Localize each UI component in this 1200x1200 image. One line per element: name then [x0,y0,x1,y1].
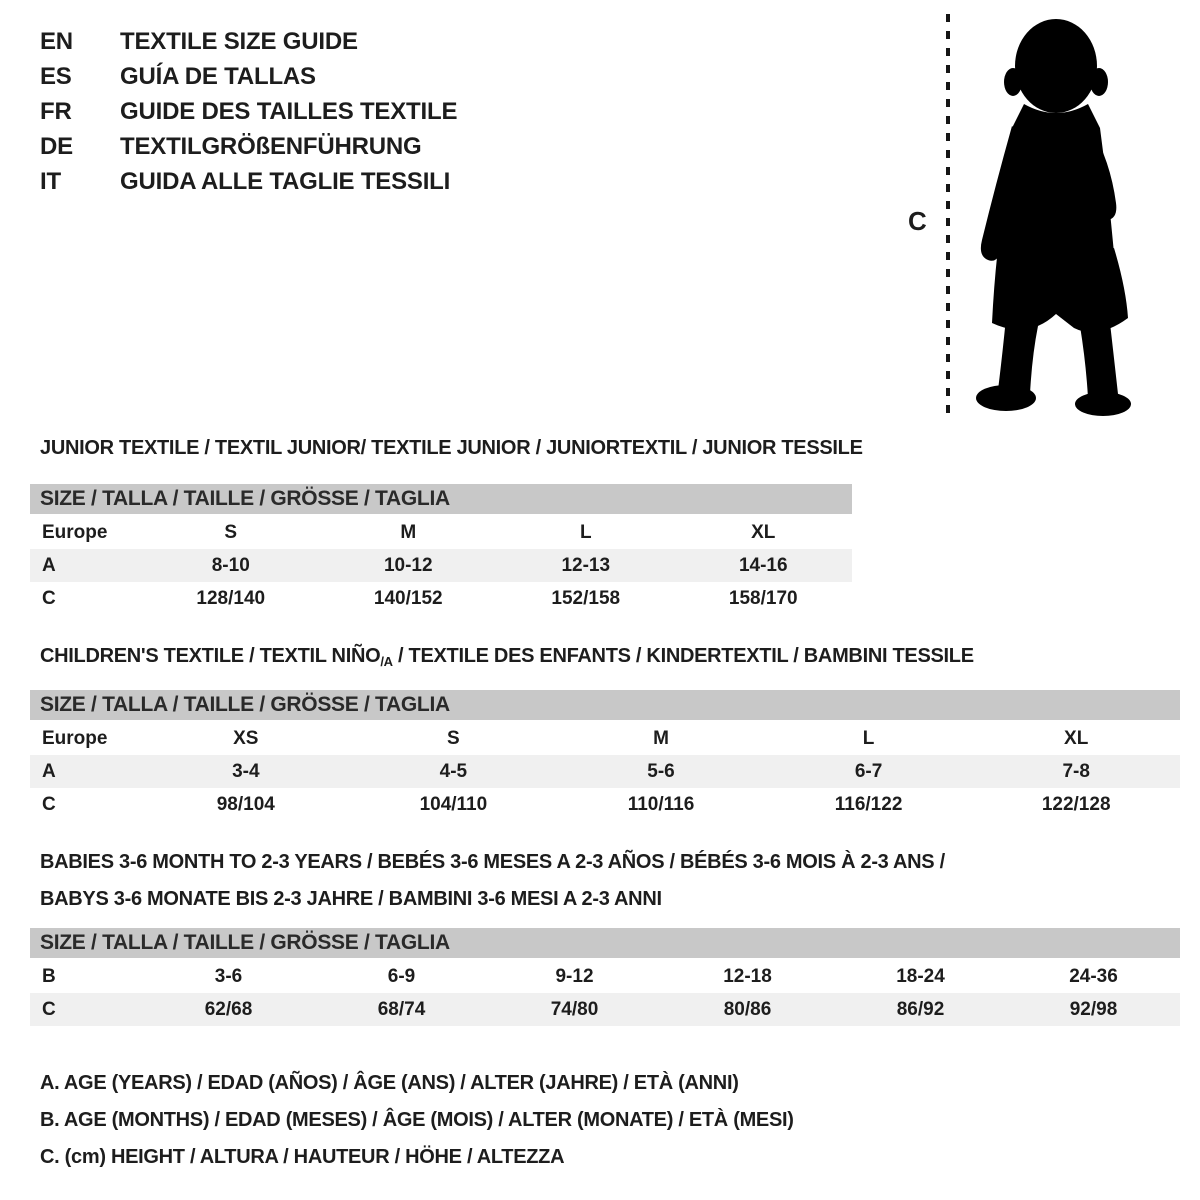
table-cell: L [579,521,592,543]
junior-size-table [30,484,852,615]
legend-line-age-years: A. AGE (YEARS) / EDAD (AÑOS) / ÂGE (ANS) / ALTER (JAHRE) / ETÀ (ANNI) [40,1072,739,1094]
lang-row-es [40,59,457,94]
lang-label: GUIDA ALLE TAGLIE TESSILI [120,167,451,195]
toddler-silhouette-icon [968,18,1138,418]
row-label: C [42,998,56,1020]
table-cell: 10-12 [383,554,433,576]
language-title-block [40,24,457,199]
table-cell: L [862,727,875,749]
lang-label: TEXTILGRÖßENFÜHRUNG [120,132,422,160]
lang-code: DE [40,132,73,160]
lang-row-it [40,164,457,199]
row-label: Europe [42,521,108,543]
height-measure-dashed-line [946,14,950,416]
table-row [30,549,852,582]
lang-label: TEXTILE SIZE GUIDE [120,27,358,55]
table-cell: 6-7 [854,760,883,782]
table-cell: 8-10 [211,554,250,576]
table-row [30,722,1180,755]
table-cell: 128/140 [196,587,266,609]
table-cell: 12-13 [561,554,611,576]
table-cell: 5-6 [647,760,675,782]
children-section-title [40,645,974,669]
row-label: A [42,554,56,576]
junior-size-header: SIZE / TALLA / TAILLE / GRÖSSE / TAGLIA [30,484,852,514]
table-cell: 18-24 [896,965,945,987]
babies-size-table [30,928,1180,1026]
lang-code: ES [40,62,72,90]
lang-code: IT [40,167,61,195]
junior-section-title: JUNIOR TEXTILE / TEXTIL JUNIOR/ TEXTILE JUNIOR / JUNIORTEXTIL / JUNIOR TESSILE [40,437,863,459]
row-label: A [42,760,56,782]
table-cell: 86/92 [896,998,945,1020]
row-label: B [42,965,56,987]
table-cell: 68/74 [377,998,426,1020]
table-cell: 122/128 [1041,793,1111,815]
table-row [30,788,1180,821]
table-row [30,516,852,549]
table-cell: 80/86 [723,998,772,1020]
lang-label: GUÍA DE TALLAS [120,62,316,90]
table-cell: 3-4 [232,760,260,782]
row-label: C [42,793,56,815]
legend-line-age-months: B. AGE (MONTHS) / EDAD (MESES) / ÂGE (MOIS) / ALTER (MONATE) / ETÀ (MESI) [40,1109,794,1131]
lang-row-fr [40,94,457,129]
table-cell: 104/110 [419,793,488,815]
table-cell: 74/80 [550,998,599,1020]
lang-row-en [40,24,457,59]
table-cell: 152/158 [551,587,621,609]
row-label: C [42,587,56,609]
table-cell: 92/98 [1069,998,1118,1020]
lang-code: FR [40,97,72,125]
table-cell: 12-18 [723,965,772,987]
lang-label: GUIDE DES TAILLES TEXTILE [120,97,458,125]
children-title-suffix: / TEXTILE DES ENFANTS / KINDERTEXTIL / BAMBINI TESSILE [392,645,974,667]
children-title-subscript: /A [380,654,393,669]
table-cell: S [447,727,460,749]
table-cell: 9-12 [555,965,594,987]
table-cell: M [400,521,417,543]
children-size-header: SIZE / TALLA / TAILLE / GRÖSSE / TAGLIA [30,690,1180,720]
children-title-prefix: CHILDREN'S TEXTILE / TEXTIL NIÑO [40,645,381,667]
table-row [30,993,1180,1026]
table-cell: 110/116 [627,793,695,815]
table-cell: 3-6 [214,965,243,987]
babies-section-title-line2: BABYS 3-6 MONATE BIS 2-3 JAHRE / BAMBINI 3-6 MESI A 2-3 ANNI [40,888,662,910]
table-cell: 116/122 [834,793,903,815]
babies-size-header: SIZE / TALLA / TAILLE / GRÖSSE / TAGLIA [30,928,1180,958]
table-cell: 14-16 [738,554,788,576]
babies-section-title-line1: BABIES 3-6 MONTH TO 2-3 YEARS / BEBÉS 3-6 MESES A 2-3 AÑOS / BÉBÉS 3-6 MOIS À 2-3 ANS / [40,851,945,873]
legend-line-height-cm: C. (cm) HEIGHT / ALTURA / HAUTEUR / HÖHE / ALTEZZA [40,1146,565,1168]
table-cell: 24-36 [1069,965,1118,987]
height-measure-label: C [908,206,927,236]
table-cell: 6-9 [387,965,416,987]
table-row [30,582,852,615]
table-row [30,755,1180,788]
table-row [30,960,1180,993]
table-cell: 62/68 [204,998,253,1020]
table-cell: M [653,727,669,749]
children-size-table [30,690,1180,821]
table-cell: 140/152 [373,587,443,609]
lang-code: EN [40,27,73,55]
row-label: Europe [42,727,108,749]
table-cell: XL [751,521,776,543]
table-cell: 98/104 [216,793,275,815]
table-cell: 4-5 [439,760,468,782]
table-cell: XS [233,727,259,749]
table-cell: S [224,521,238,543]
table-cell: XL [1064,727,1089,749]
table-cell: 7-8 [1062,760,1090,782]
lang-row-de [40,129,457,164]
table-cell: 158/170 [728,587,798,609]
